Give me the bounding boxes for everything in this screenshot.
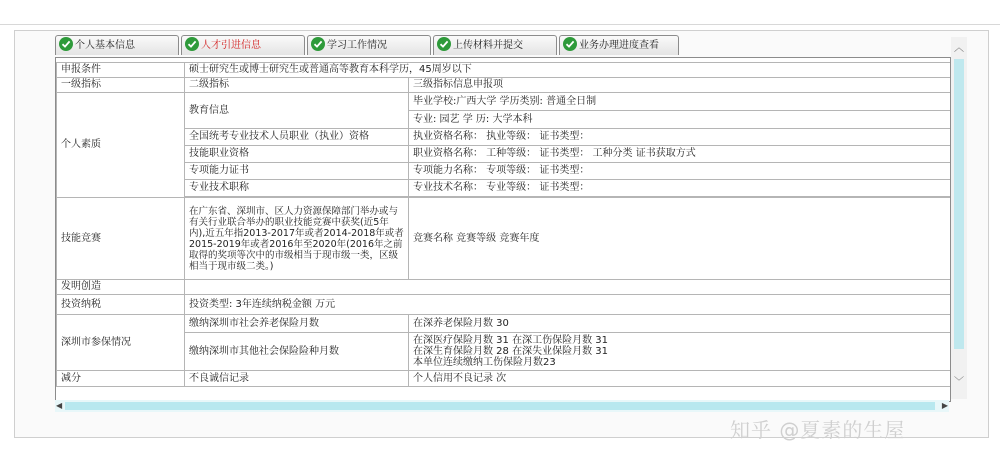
cell-value: 投资类型: 3年连续纳税金额 万元 [185,295,951,315]
insurance-line: 在深生育保险月数 28 在深失业保险月数 31 [413,346,608,357]
horizontal-scrollbar[interactable] [55,400,949,412]
tab-progress[interactable] [559,35,679,55]
tab-label: 个人基本信息 [75,40,135,51]
cell-label: 技能职业资格 [185,146,409,163]
cell-label: 专项能力证书 [185,163,409,180]
cell-label: 技能竞赛 [57,198,185,280]
check-icon [437,37,451,51]
column-header: 一级指标 [57,78,185,93]
cell-value: 专项能力名称： 专项等级： 证书类型： [409,163,951,180]
cell-value: 毕业学校:广西大学 学历类别: 普通全日制 [409,93,951,111]
table-header-row [57,78,951,93]
cell-value [409,333,951,371]
tab-label: 上传材料并提交 [453,40,523,51]
column-header: 二级指标 [185,78,409,93]
cell-label: 全国统考专业技术人员职业（执业）资格 [185,129,409,146]
cell-value: 硕士研究生或博士研究生或普通高等教育本科学历，45周岁以下 [185,63,951,78]
cell-label: 申报条件 [57,63,185,78]
table-row [57,333,951,371]
table-row [57,280,951,295]
indicator-table [56,62,951,387]
cell-value: 个人信用不良记录 次 [409,371,951,387]
scroll-up-icon[interactable]: ︿ [954,43,964,54]
cell-value: 竞赛名称 竞赛等级 竞赛年度 [409,198,951,280]
scroll-down-icon[interactable]: ﹀ [954,377,964,388]
tab-label: 学习工作情况 [327,40,387,51]
cell-value: 专业: 园艺 学 历: 大学本科 [409,111,951,129]
table-row [57,129,951,146]
cell-value: 专业技术名称： 专业等级： 证书类型： [409,180,951,197]
table-row [57,63,951,78]
check-icon [311,37,325,51]
cell-label: 不良诚信记录 [185,371,409,387]
cell-label: 深圳市参保情况 [57,315,185,371]
scroll-left-icon[interactable]: ◀ [56,401,63,410]
scroll-thumb[interactable] [65,402,935,410]
cell-label: 个人素质 [57,93,185,198]
column-header: 三级指标信息申报项 [409,78,951,93]
tab-personal-info[interactable] [55,35,179,55]
insurance-line: 本单位连续缴纳工伤保险月数23 [413,357,556,368]
check-icon [59,37,73,51]
cell-label: 教育信息 [185,93,409,129]
tab-label: 业务办理进度查看 [579,40,659,51]
cell-value [185,280,951,295]
cell-label: 投资纳税 [57,295,185,315]
tab-study-work[interactable] [307,35,431,55]
cell-label: 专业技术职称 [185,180,409,197]
table-row [57,371,951,387]
cell-value: 职业资格名称： 工种等级： 证书类型： 工种分类 证书获取方式 [409,146,951,163]
cell-description: 在广东省、深圳市、区人力资源保障部门举办或与有关行业联合举办的职业技能竞赛中获奖(近5年内),近五年指2013-2017年或者2014-2018年或者2015-2019年或者2016年至2020年(2016年之前取得的奖项等次中的市级相当于现市级一类，区级相当于现市级二类。) [185,198,409,280]
cell-label: 缴纳深圳市社会养老保险月数 [185,315,409,333]
table-row [57,180,951,197]
cell-value: 执业资格名称： 执业等级： 证书类型： [409,129,951,146]
vertical-scrollbar[interactable] [951,37,967,399]
top-band [0,0,1000,25]
talent-info-content [55,57,951,402]
table-row [57,146,951,163]
cell-label: 缴纳深圳市其他社会保险险种月数 [185,333,409,371]
cell-value: 在深养老保险月数 30 [409,315,951,333]
tab-upload-submit[interactable] [433,35,557,55]
table-row [57,198,951,280]
check-icon [563,37,577,51]
insurance-line: 在深医疗保险月数 31 在深工伤保险月数 31 [413,335,608,346]
scroll-right-icon[interactable]: ▶ [941,401,948,410]
table-row [57,315,951,333]
watermark: 知乎 @夏素的生屋 [730,418,906,442]
table-row [57,93,951,111]
tab-label: 人才引进信息 [201,40,261,51]
table-row [57,295,951,315]
tab-talent-info[interactable] [181,35,305,55]
check-icon [185,37,199,51]
cell-label: 发明创造 [57,280,185,295]
scroll-thumb[interactable] [954,59,964,349]
cell-label: 减分 [57,371,185,387]
table-row [57,163,951,180]
